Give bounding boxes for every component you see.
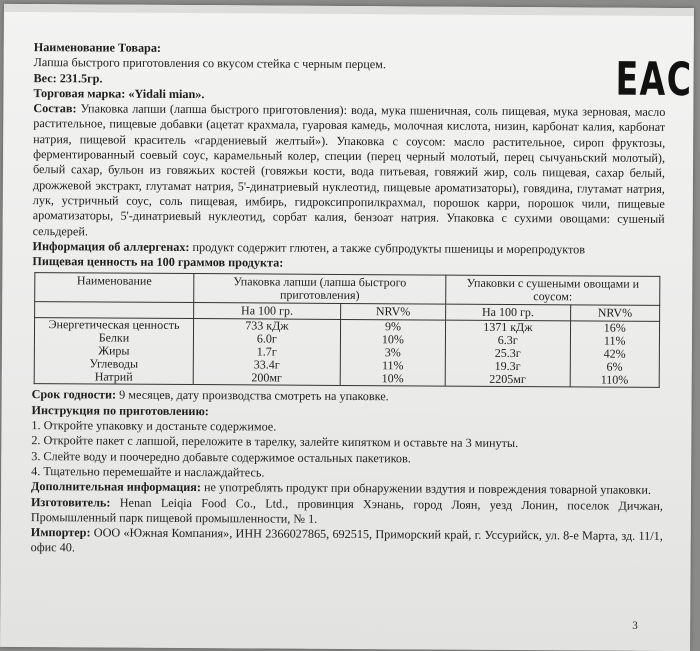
importer-block — [31, 525, 663, 559]
row-noodle-value: 33.4г — [193, 359, 340, 373]
additional-info-text: не употреблять продукт при обнаружении вздутия и повреждения товарной упаковки. — [203, 480, 651, 498]
composition-block — [33, 101, 666, 243]
additional-info-label: Дополнительная информация: — [31, 479, 202, 495]
row-sauce-value: 6.3г — [446, 334, 571, 348]
row-sauce-value: 19.3г — [445, 360, 570, 374]
row-noodle-nrv: 9% — [340, 320, 445, 334]
row-noodle-nrv: 10% — [340, 333, 445, 347]
row-sauce-value: 25.3г — [445, 347, 570, 361]
shelf-life-label: Срок годности: — [31, 387, 117, 403]
sub-per100-sauce: На 100 гр. — [446, 305, 571, 322]
row-noodle-nrv: 3% — [340, 346, 445, 360]
row-name: Жиры — [34, 345, 193, 359]
row-noodle-value: 1.7г — [193, 346, 340, 360]
composition-label: Состав: — [33, 101, 77, 116]
label-content — [31, 40, 666, 560]
col-sauce-header: Упаковки с сушеными овощами и соусом: — [446, 276, 660, 306]
shelf-life-text: 9 месяцев, дату производства смотреть на упаковке. — [119, 388, 389, 404]
product-weight: Вес: 231.5гр. — [33, 70, 103, 86]
instructions-title: Инструкция по приготовлению: — [31, 402, 209, 418]
eac-certification-mark: EAC — [615, 51, 693, 107]
row-sauce-nrv: 110% — [570, 374, 660, 388]
row-noodle-value: 733 кДж — [194, 319, 341, 333]
nutrition-table — [34, 273, 661, 389]
row-sauce-value: 2205мг — [445, 373, 570, 387]
table-row — [34, 371, 659, 388]
row-name: Углеводы — [34, 358, 193, 372]
nutrition-title: Пищевая ценность на 100 граммов продукта: — [32, 254, 284, 270]
col-name-header: Наименование — [35, 273, 194, 303]
row-noodle-value: 200мг — [193, 372, 340, 386]
row-name: Белки — [34, 332, 193, 346]
manufacturer-block — [31, 495, 663, 529]
product-name: Лапша быстрого приготовления со вкусом стейка с черным перцем. — [33, 55, 386, 72]
instruction-step: 4. Тщательно перемешайте и наслаждайтесь. — [31, 464, 265, 480]
sub-nrv-noodle: NRV% — [340, 304, 445, 321]
row-sauce-value: 1371 кДж — [446, 321, 571, 335]
sub-nrv-sauce: NRV% — [570, 305, 660, 322]
instruction-step: 1. Откройте упаковку и достаньте содержимое. — [31, 418, 277, 434]
brand-name: Торговая марка: «Yidali mian». — [33, 85, 205, 102]
instruction-step: 2. Откройте пакет с лапшой, переложите в тарелку, залейте кипятком и оставьте на 3 минуты. — [31, 433, 519, 451]
sub-empty-cell — [35, 302, 194, 319]
allergen-label: Информация об аллергенах: — [32, 238, 190, 254]
composition-text: Упаковка лапши (лапша быстрого приготовления): вода, мука пшеничная, соль пищевая, мука зерновая, масло растительное, пищевые добавки (ацетат крахмала, гуаровая камедь, молочная кислота, низин, карбонат калия, карбонат натрия, пищевой краситель «гардениевый желтый»). Упаковка с соусом: масло растительное, сироп фруктозы, ферментированный соевый соус, карамельный колер, специи (перец черный молотый, перец сычуаньский молотый), белый сахар, бульон из говяжьих костей (говяжьи кости, вода питьевая, говяжий жир, соль пищевая, сахар белый, дрожжевой экстракт, глутамат натрия, 5'-динатриевый нуклеотид, пищевые ароматизаторы), говядина, глутамат натрия, лук, устричный соус, соль пищевая, имбирь, гидроксипропилкрахмал, порошок карри, порошок чили, пищевые ароматизаторы, 5'-динатриевый нуклеотид, сорбат калия, бензоат натрия. Упаковка с сухими овощами: сушеный сельдерей. — [32, 101, 666, 238]
manufacturer-text: Henan Leiqia Food Co., Ltd., провинция Хэнань, город Лоян, уезд Лонин, поселок Дичжан, Промышленный парк пищевой промышленности, № 1. — [30, 495, 663, 526]
label-sheet — [0, 4, 694, 651]
product-name-label: Наименование Товара: — [33, 40, 162, 55]
allergen-text: продукт содержит глютен, а также субпродукты пшеницы и морепродуктов — [192, 239, 586, 257]
row-noodle-value: 6.0г — [193, 333, 340, 347]
row-name: Энергетическая ценность — [35, 318, 194, 332]
row-sauce-nrv: 42% — [570, 348, 660, 362]
row-noodle-nrv: 11% — [340, 359, 445, 373]
row-sauce-nrv: 6% — [570, 361, 660, 375]
importer-text: ООО «Южная Компания», ИНН 2366027865, 692515, Приморский край, г. Уссурийск, ул. 8-е Марта, зд. 11/1, офис 40. — [30, 525, 663, 555]
page-number: 3 — [632, 619, 638, 632]
instruction-step: 3. Слейте воду и поочередно добавьте содержимое остальных пакетиков. — [31, 448, 411, 466]
row-name: Натрий — [34, 371, 193, 385]
manufacturer-label: Изготовитель: — [30, 494, 111, 510]
col-noodle-header: Упаковка лапши (лапша быстрого приготовления) — [194, 274, 446, 305]
importer-label: Импортер: — [30, 525, 91, 540]
sub-per100-noodle: На 100 гр. — [194, 303, 341, 320]
row-sauce-nrv: 11% — [570, 335, 660, 349]
row-noodle-nrv: 10% — [340, 372, 445, 386]
sheet-top-edge — [4, 4, 694, 16]
row-sauce-nrv: 16% — [570, 321, 660, 335]
